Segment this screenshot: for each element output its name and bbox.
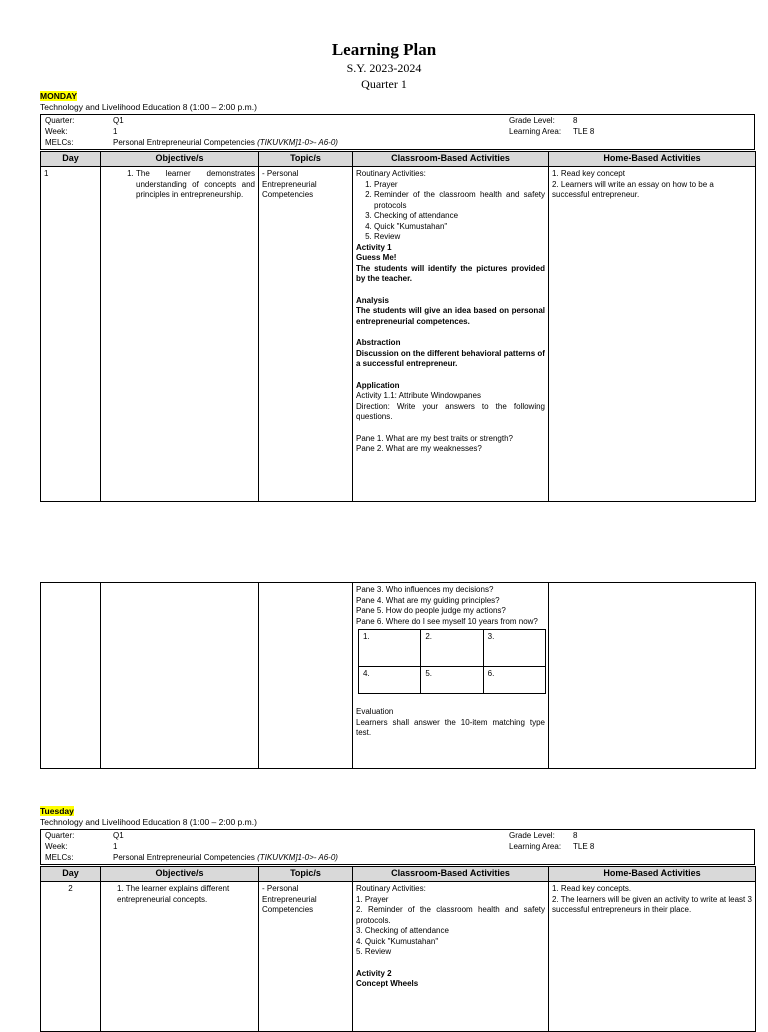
home-item: 1. Read key concepts. [552,884,632,893]
home-cell [549,167,756,502]
objective-item: 1. The learner demonstrates understanding of concepts and principles in entrepreneurship. [136,169,255,201]
lesson-table-continuation [40,582,756,769]
analysis-title: Analysis [356,295,389,305]
pane-3: Pane 3. Who influences my decisions? [356,585,494,594]
learning-area-value: TLE 8 [573,842,595,851]
col-topics: Topic/s [259,152,353,167]
melcs-label: MELCs: [45,138,74,147]
analysis-desc: The students will give an idea based on personal entrepreneurial competences. [356,306,545,326]
routinary-item: 1. Prayer [356,894,389,904]
activity-title: Activity 1 [356,242,392,252]
abstraction-desc: Discussion on the different behavioral patterns of a successful entrepreneur. [356,348,545,368]
pane-4: Pane 4. What are my guiding principles? [356,595,500,605]
classroom-cell [353,167,549,502]
home-item: 1. Read key concept [552,169,625,178]
col-classroom: Classroom-Based Activities [353,867,549,882]
meta-box-monday [40,114,755,150]
routinary-item: 4. Quick "Kumustahan" [374,222,545,233]
day-cell: 2 [41,882,101,1032]
topic-cell: - Personal Entrepreneurial Competencies [259,882,353,1032]
activity-desc: The students will identify the pictures provided by the teacher. [356,263,545,283]
day-label-tuesday: Tuesday [40,806,74,816]
grade-level-value: 8 [573,116,578,125]
abstraction-title: Abstraction [356,338,401,347]
melcs-value: Personal Entrepreneurial Competencies [113,853,255,862]
page-title: Learning Plan [331,40,437,59]
objective-cell: 1. The learner explains different entrepreneurial concepts. [101,882,259,1032]
activity-title: Activity 2 [356,968,392,978]
routinary-item: 2. Reminder of the classroom health and safety protocols [374,190,545,211]
meta-box-tuesday [40,829,755,865]
lesson-table-tuesday [40,866,756,1032]
windowpanes-grid [358,629,546,694]
home-cell [549,882,756,1032]
pane-6: Pane 6. Where do I see myself 10 years from now? [356,616,538,626]
pane-box: 3. [483,630,545,667]
topic-cell-empty [259,583,353,769]
learning-area-label: Learning Area: [509,842,562,851]
col-classroom: Classroom-Based Activities [353,152,549,167]
pane-box: 1. [359,630,421,667]
col-home: Home-Based Activities [549,152,756,167]
grade-level-label: Grade Level: [509,116,555,125]
routinary-title: Routinary Activities: [356,884,426,893]
col-topics: Topic/s [259,867,353,882]
home-item: 2. The learners will be given an activity to write at least 3 successful entrepreneurs in their place. [552,894,752,914]
routinary-item: 1. Prayer [374,180,545,191]
routinary-item: 3. Checking of attendance [374,211,545,222]
col-objectives: Objective/s [101,867,259,882]
application-direction: Direction: Write your answers to the following questions. [356,401,545,421]
col-objectives: Objective/s [101,152,259,167]
routinary-item: 2. Reminder of the classroom health and safety protocols. [356,905,545,925]
pane-box: 5. [421,667,483,694]
activity-name: Concept Wheels [356,979,419,988]
classroom-cell-cont [353,583,549,769]
application-activity: Activity 1.1: Attribute Windowpanes [356,391,481,400]
col-day: Day [41,867,101,882]
subject-line: Technology and Livelihood Education 8 (1:00 – 2:00 p.m.) [40,102,257,112]
routinary-item: 5. Review [356,947,392,956]
home-item: 2. Learners will write an essay on how to be a successful entrepreneur. [552,179,714,199]
melcs-label: MELCs: [45,853,74,862]
routinary-item: 3. Checking of attendance [356,926,449,935]
quarter-value: Q1 [113,116,124,125]
lesson-table-monday [40,151,756,502]
pane-1: Pane 1. What are my best traits or strength? [356,433,513,443]
day-cell: 1 [41,167,101,502]
routinary-item: 4. Quick "Kumustahan" [356,936,439,946]
pane-box: 2. [421,630,483,667]
quarter-label: Quarter: [45,116,75,125]
learning-area-label: Learning Area: [509,127,562,136]
week-label: Week: [45,842,68,851]
classroom-cell [353,882,549,1032]
week-value: 1 [113,842,118,851]
routinary-title: Routinary Activities: [356,169,426,178]
col-home: Home-Based Activities [549,867,756,882]
day-label-monday: MONDAY [40,91,77,101]
learning-area-value: TLE 8 [573,127,595,136]
week-label: Week: [45,127,68,136]
melcs-code: (TIKUVKM]1-0>- A6-0) [257,853,338,862]
evaluation-title: Evaluation [356,707,394,716]
melcs-value: Personal Entrepreneurial Competencies [113,138,255,147]
application-title: Application [356,380,400,390]
pane-box: 4. [359,667,421,694]
quarter-value: Q1 [113,831,124,840]
pane-2: Pane 2. What are my weaknesses? [356,444,482,453]
activity-name: Guess Me! [356,253,397,262]
evaluation-desc: Learners shall answer the 10-item matching type test. [356,717,545,737]
pane-box: 6. [483,667,545,694]
objective-cell-empty [101,583,259,769]
grade-level-label: Grade Level: [509,831,555,840]
melcs-code: (TIKUVKM]1-0>- A6-0) [257,138,338,147]
objective-cell [101,167,259,502]
quarter-label: Quarter: [45,831,75,840]
quarter-heading: Quarter 1 [361,77,407,91]
topic-cell: - Personal Entrepreneurial Competencies [259,167,353,502]
grade-level-value: 8 [573,831,578,840]
subject-line-tuesday: Technology and Livelihood Education 8 (1:00 – 2:00 p.m.) [40,817,257,827]
day-cell-empty [41,583,101,769]
week-value: 1 [113,127,118,136]
school-year: S.Y. 2023-2024 [346,61,422,75]
routinary-item: 5. Review [374,232,545,243]
home-cell-empty [549,583,756,769]
col-day: Day [41,152,101,167]
pane-5: Pane 5. How do people judge my actions? [356,606,506,615]
